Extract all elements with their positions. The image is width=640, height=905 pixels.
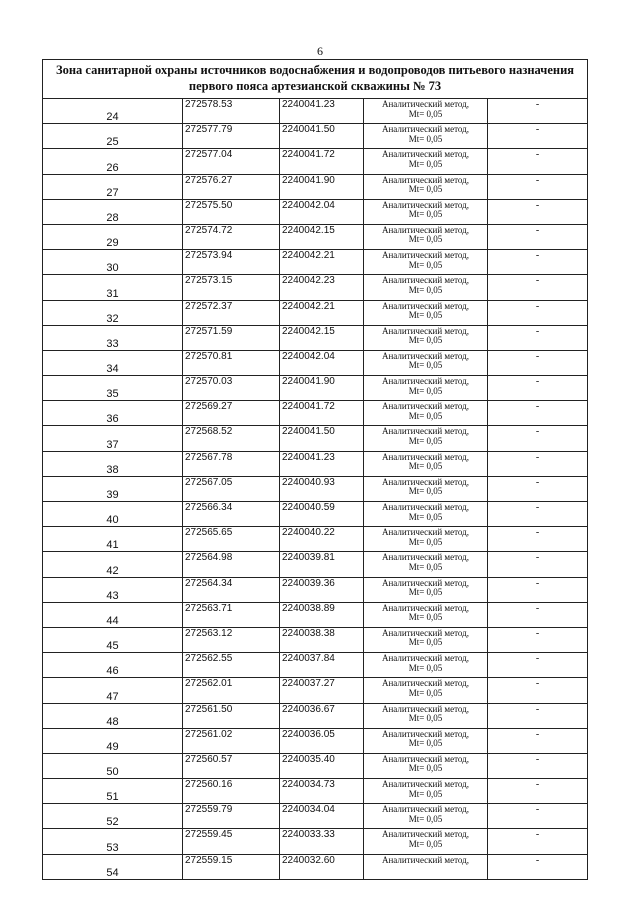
coordinate-x-cell: 272559.45 — [183, 829, 280, 854]
accuracy-text: Mt= 0,05 — [408, 385, 443, 396]
note-cell: - — [488, 401, 588, 426]
method-cell — [364, 275, 488, 300]
coordinate-x-cell: 272572.37 — [183, 300, 280, 325]
note-cell: - — [488, 854, 588, 879]
coordinate-y-cell: 2240041.50 — [280, 124, 364, 149]
table-row — [43, 476, 588, 501]
coordinate-y-cell: 2240041.90 — [280, 376, 364, 401]
method-cell — [364, 476, 488, 501]
accuracy-text: Mt= 0,05 — [408, 435, 443, 446]
coordinate-y-cell: 2240041.50 — [280, 426, 364, 451]
point-number-cell: 41 — [43, 527, 183, 552]
coordinate-x-cell: 272563.12 — [183, 627, 280, 652]
table-row — [43, 250, 588, 275]
method-text: Аналитический метод, — [381, 804, 470, 815]
coordinate-y-cell: 2240032.60 — [280, 854, 364, 879]
table-row — [43, 854, 588, 879]
accuracy-text: Mt= 0,05 — [408, 561, 443, 572]
method-cell — [364, 728, 488, 753]
accuracy-text: Mt= 0,05 — [408, 637, 443, 648]
method-cell — [364, 527, 488, 552]
page-number: 6 — [317, 44, 323, 58]
method-text: Аналитический метод, — [381, 527, 470, 538]
coordinate-x-cell: 272562.01 — [183, 678, 280, 703]
coordinate-y-cell: 2240041.90 — [280, 174, 364, 199]
table-row — [43, 325, 588, 350]
note-cell: - — [488, 653, 588, 678]
coordinate-x-cell: 272570.81 — [183, 350, 280, 375]
coordinate-x-cell: 272571.59 — [183, 325, 280, 350]
method-text: Аналитический метод, — [381, 602, 470, 613]
note-cell: - — [488, 376, 588, 401]
method-text: Аналитический метод, — [381, 300, 470, 311]
method-cell — [364, 250, 488, 275]
method-text: Аналитический метод, — [381, 325, 470, 336]
point-number-cell: 51 — [43, 779, 183, 804]
coordinate-x-cell: 272577.79 — [183, 124, 280, 149]
point-number-cell: 42 — [43, 552, 183, 577]
method-text: Аналитический метод, — [381, 854, 470, 865]
note-cell: - — [488, 627, 588, 652]
note-cell: - — [488, 552, 588, 577]
coordinate-x-cell: 272578.53 — [183, 99, 280, 124]
table-row — [43, 653, 588, 678]
method-text: Аналитический метод, — [381, 224, 470, 235]
note-cell: - — [488, 779, 588, 804]
coordinate-y-cell: 2240042.23 — [280, 275, 364, 300]
coordinate-x-cell: 272562.55 — [183, 653, 280, 678]
point-number-cell: 26 — [43, 149, 183, 174]
method-text: Аналитический метод, — [381, 149, 470, 160]
method-cell — [364, 854, 488, 879]
point-number-cell: 40 — [43, 502, 183, 527]
method-cell — [364, 325, 488, 350]
coordinate-x-cell: 272561.50 — [183, 703, 280, 728]
accuracy-text: Mt= 0,05 — [408, 284, 443, 295]
table-row — [43, 502, 588, 527]
coordinate-y-cell: 2240038.38 — [280, 627, 364, 652]
note-cell: - — [488, 728, 588, 753]
note-cell: - — [488, 199, 588, 224]
accuracy-text: Mt= 0,05 — [408, 763, 443, 774]
coordinate-y-cell: 2240041.72 — [280, 401, 364, 426]
coordinate-y-cell: 2240037.27 — [280, 678, 364, 703]
coordinate-y-cell: 2240034.73 — [280, 779, 364, 804]
coordinate-y-cell: 2240040.93 — [280, 476, 364, 501]
note-cell: - — [488, 829, 588, 854]
table-row — [43, 124, 588, 149]
point-number-cell: 31 — [43, 275, 183, 300]
coordinate-y-cell: 2240033.33 — [280, 829, 364, 854]
coordinate-y-cell: 2240036.67 — [280, 703, 364, 728]
note-cell: - — [488, 804, 588, 829]
accuracy-text: Mt= 0,05 — [408, 133, 443, 144]
note-cell: - — [488, 174, 588, 199]
coordinate-y-cell: 2240042.15 — [280, 224, 364, 249]
method-text: Аналитический метод, — [381, 577, 470, 588]
coordinate-x-cell: 272564.98 — [183, 552, 280, 577]
point-number-cell: 38 — [43, 451, 183, 476]
point-number-cell: 53 — [43, 829, 183, 854]
note-cell: - — [488, 300, 588, 325]
coordinate-y-cell: 2240042.21 — [280, 300, 364, 325]
point-number-cell: 39 — [43, 476, 183, 501]
coordinate-x-cell: 272576.27 — [183, 174, 280, 199]
method-cell — [364, 502, 488, 527]
coordinate-y-cell: 2240039.81 — [280, 552, 364, 577]
coordinate-y-cell: 2240034.04 — [280, 804, 364, 829]
method-cell — [364, 174, 488, 199]
note-cell: - — [488, 426, 588, 451]
point-number-cell: 47 — [43, 678, 183, 703]
point-number-cell: 49 — [43, 728, 183, 753]
point-number-cell: 30 — [43, 250, 183, 275]
coordinate-y-cell: 2240035.40 — [280, 753, 364, 778]
point-number-cell: 25 — [43, 124, 183, 149]
coordinate-x-cell: 272564.34 — [183, 577, 280, 602]
table-row — [43, 300, 588, 325]
method-cell — [364, 779, 488, 804]
accuracy-text: Mt= 0,05 — [408, 511, 443, 522]
method-cell — [364, 753, 488, 778]
method-cell — [364, 653, 488, 678]
point-number-cell: 37 — [43, 426, 183, 451]
accuracy-text: Mt= 0,05 — [408, 486, 443, 497]
method-text: Аналитический метод, — [381, 502, 470, 512]
method-cell — [364, 99, 488, 124]
note-cell: - — [488, 325, 588, 350]
coordinate-y-cell: 2240042.21 — [280, 250, 364, 275]
method-text: Аналитический метод, — [381, 250, 470, 261]
coordinate-y-cell: 2240042.04 — [280, 350, 364, 375]
table-row — [43, 703, 588, 728]
method-cell — [364, 829, 488, 854]
note-cell: - — [488, 224, 588, 249]
coordinate-x-cell: 272559.15 — [183, 854, 280, 879]
point-number-cell: 36 — [43, 401, 183, 426]
method-text: Аналитический метод, — [381, 376, 470, 387]
table-row — [43, 199, 588, 224]
method-cell — [364, 804, 488, 829]
method-text: Аналитический метод, — [381, 426, 470, 437]
coordinate-y-cell: 2240042.04 — [280, 199, 364, 224]
point-number-cell: 45 — [43, 627, 183, 652]
accuracy-text: Mt= 0,05 — [408, 813, 443, 824]
method-cell — [364, 300, 488, 325]
table-row — [43, 753, 588, 778]
method-text: Аналитический метод, — [381, 99, 470, 109]
method-cell — [364, 451, 488, 476]
note-cell: - — [488, 678, 588, 703]
table-row — [43, 627, 588, 652]
accuracy-text: Mt= 0,05 — [408, 259, 443, 270]
note-cell: - — [488, 124, 588, 149]
note-cell: - — [488, 99, 588, 124]
coordinate-y-cell: 2240038.89 — [280, 602, 364, 627]
accuracy-text: Mt= 0,05 — [408, 838, 443, 849]
note-cell: - — [488, 602, 588, 627]
accuracy-text: Mt= 0,05 — [408, 461, 443, 472]
table-row — [43, 275, 588, 300]
method-text: Аналитический метод, — [381, 401, 470, 412]
point-number-cell: 54 — [43, 854, 183, 879]
accuracy-text: Mt= 0,05 — [408, 234, 443, 245]
table-row — [43, 401, 588, 426]
method-text: Аналитический метод, — [381, 653, 470, 664]
table-row — [43, 99, 588, 124]
method-text: Аналитический метод, — [381, 703, 470, 714]
point-number-cell: 32 — [43, 300, 183, 325]
method-cell — [364, 552, 488, 577]
coordinate-y-cell: 2240042.15 — [280, 325, 364, 350]
accuracy-text: Mt= 0,05 — [408, 687, 443, 698]
coordinate-y-cell: 2240039.36 — [280, 577, 364, 602]
accuracy-text: Mt= 0,05 — [408, 410, 443, 421]
table-row — [43, 149, 588, 174]
coordinate-x-cell: 272570.03 — [183, 376, 280, 401]
table-row — [43, 376, 588, 401]
table-row — [43, 678, 588, 703]
accuracy-text: Mt= 0,05 — [408, 209, 443, 220]
method-cell — [364, 577, 488, 602]
note-cell: - — [488, 250, 588, 275]
method-cell — [364, 149, 488, 174]
coordinate-x-cell: 272565.65 — [183, 527, 280, 552]
method-text: Аналитический метод, — [381, 779, 470, 790]
accuracy-text: Mt= 0,05 — [408, 158, 443, 169]
coordinate-x-cell: 272575.50 — [183, 199, 280, 224]
method-cell — [364, 401, 488, 426]
table-row — [43, 602, 588, 627]
method-text: Аналитический метод, — [381, 174, 470, 185]
coordinate-y-cell: 2240040.59 — [280, 502, 364, 527]
table-title-line-1: Зона санитарной охраны источников водоснабжения и водопроводов питьевого назначения — [55, 63, 575, 77]
method-text: Аналитический метод, — [381, 678, 470, 689]
accuracy-text: Mt= 0,05 — [408, 184, 443, 195]
coordinate-x-cell: 272560.16 — [183, 779, 280, 804]
accuracy-text: Mt= 0,05 — [408, 612, 443, 623]
accuracy-text: Mt= 0,05 — [408, 587, 443, 598]
coordinate-x-cell: 272560.57 — [183, 753, 280, 778]
point-number-cell: 46 — [43, 653, 183, 678]
point-number-cell: 44 — [43, 602, 183, 627]
table-row — [43, 350, 588, 375]
method-cell — [364, 124, 488, 149]
note-cell: - — [488, 502, 588, 527]
method-text: Аналитический метод, — [381, 829, 470, 840]
note-cell: - — [488, 577, 588, 602]
method-text: Аналитический метод, — [381, 476, 470, 487]
table-title-row — [43, 60, 588, 99]
table-row — [43, 728, 588, 753]
accuracy-text: Mt= 0,05 — [408, 788, 443, 799]
method-cell — [364, 602, 488, 627]
note-cell: - — [488, 703, 588, 728]
point-number-cell: 33 — [43, 325, 183, 350]
point-number-cell: 34 — [43, 350, 183, 375]
table-row — [43, 577, 588, 602]
coordinate-x-cell: 272573.15 — [183, 275, 280, 300]
note-cell: - — [488, 527, 588, 552]
point-number-cell: 29 — [43, 224, 183, 249]
coordinate-y-cell: 2240036.05 — [280, 728, 364, 753]
method-text: Аналитический метод, — [381, 451, 470, 462]
coordinate-x-cell: 272567.78 — [183, 451, 280, 476]
table-title — [43, 60, 588, 99]
accuracy-text: Mt= 0,05 — [408, 536, 443, 547]
coordinate-x-cell: 272559.79 — [183, 804, 280, 829]
method-text: Аналитический метод, — [381, 728, 470, 739]
point-number-cell: 35 — [43, 376, 183, 401]
accuracy-text: Mt= 0,05 — [408, 108, 443, 119]
accuracy-text: Mt= 0,05 — [408, 360, 443, 371]
method-text: Аналитический метод, — [381, 552, 470, 563]
coordinate-y-cell: 2240040.22 — [280, 527, 364, 552]
method-text: Аналитический метод, — [381, 350, 470, 361]
table-row — [43, 552, 588, 577]
accuracy-text: Mt= 0,05 — [408, 662, 443, 673]
table-row — [43, 451, 588, 476]
note-cell: - — [488, 275, 588, 300]
method-text: Аналитический метод, — [381, 275, 470, 286]
coordinate-y-cell: 2240041.72 — [280, 149, 364, 174]
coordinate-x-cell: 272561.02 — [183, 728, 280, 753]
accuracy-text: Mt= 0,05 — [408, 738, 443, 749]
note-cell: - — [488, 753, 588, 778]
table-row — [43, 224, 588, 249]
coordinate-x-cell: 272577.04 — [183, 149, 280, 174]
coordinate-x-cell: 272573.94 — [183, 250, 280, 275]
table-row — [43, 829, 588, 854]
method-text: Аналитический метод, — [381, 627, 470, 638]
point-number-cell: 43 — [43, 577, 183, 602]
coordinate-x-cell: 272563.71 — [183, 602, 280, 627]
note-cell: - — [488, 451, 588, 476]
coordinate-x-cell: 272567.05 — [183, 476, 280, 501]
point-number-cell: 52 — [43, 804, 183, 829]
method-cell — [364, 627, 488, 652]
coordinate-y-cell: 2240041.23 — [280, 451, 364, 476]
table-body — [43, 60, 588, 880]
coordinate-y-cell: 2240041.23 — [280, 99, 364, 124]
table-row — [43, 804, 588, 829]
method-cell — [364, 426, 488, 451]
coordinate-y-cell: 2240037.84 — [280, 653, 364, 678]
point-number-cell: 27 — [43, 174, 183, 199]
table-row — [43, 174, 588, 199]
coordinates-table — [42, 59, 588, 880]
point-number-cell: 28 — [43, 199, 183, 224]
point-number-cell: 24 — [43, 99, 183, 124]
point-number-cell: 48 — [43, 703, 183, 728]
method-text: Аналитический метод, — [381, 199, 470, 210]
method-cell — [364, 376, 488, 401]
point-number-cell: 50 — [43, 753, 183, 778]
note-cell: - — [488, 149, 588, 174]
table-row — [43, 527, 588, 552]
accuracy-text: Mt= 0,05 — [408, 713, 443, 723]
table-row — [43, 779, 588, 804]
accuracy-text: Mt= 0,05 — [408, 310, 443, 320]
note-cell: - — [488, 350, 588, 375]
method-text: Аналитический метод, — [381, 124, 470, 135]
coordinate-x-cell: 272566.34 — [183, 502, 280, 527]
coordinate-x-cell: 272569.27 — [183, 401, 280, 426]
method-cell — [364, 678, 488, 703]
table-title-line-2: первого пояса артезианской скважины № 73 — [188, 79, 442, 93]
note-cell: - — [488, 476, 588, 501]
method-text: Аналитический метод, — [381, 753, 470, 764]
method-cell — [364, 350, 488, 375]
table-row — [43, 426, 588, 451]
coordinate-x-cell: 272568.52 — [183, 426, 280, 451]
method-cell — [364, 199, 488, 224]
method-cell — [364, 703, 488, 728]
accuracy-text: Mt= 0,05 — [408, 335, 443, 346]
coordinate-x-cell: 272574.72 — [183, 224, 280, 249]
method-cell — [364, 224, 488, 249]
